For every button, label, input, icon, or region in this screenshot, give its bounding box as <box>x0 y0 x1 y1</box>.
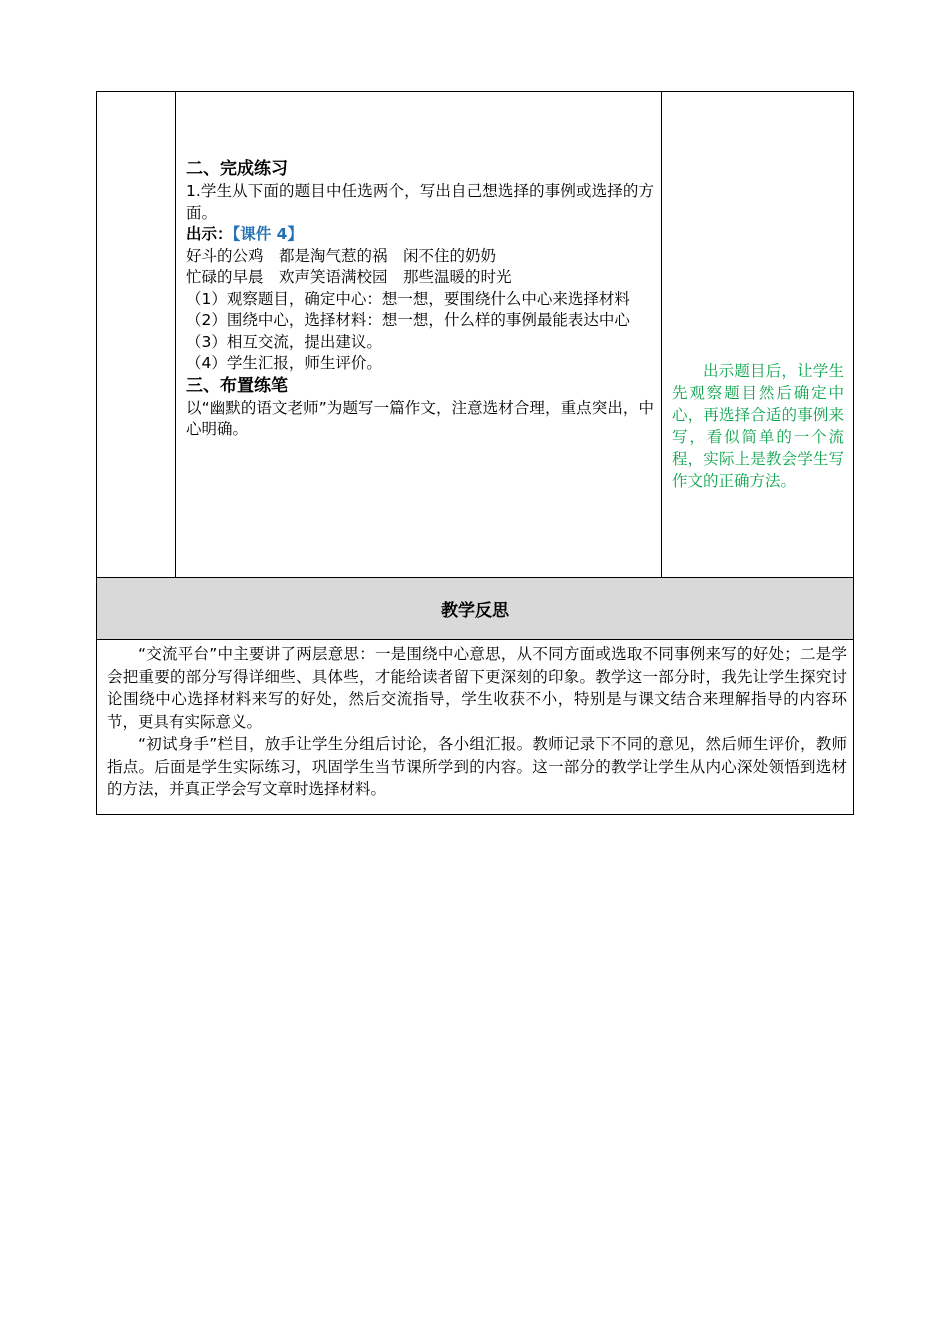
reflection-paragraph-1: “交流平台”中主要讲了两层意思：一是围绕中心意思，从不同方面或选取不同事例来写的好处；二是学会把重要的部分写得详细些、具体些，才能给读者留下更深刻的印象。教学这一部分时，我先让学生探究讨论围绕中心选择材料来写的好处，然后交流指导，学生收获不小，特别是与课文结合来理解指导的内容环节，更具有实际意义。 <box>107 645 847 731</box>
activity-row <box>97 92 853 578</box>
design-note-cell <box>662 92 852 577</box>
stage-cell <box>97 92 176 577</box>
step-1: （1）观察题目，确定中心：想一想，要围绕什么中心来选择材料 <box>186 289 630 308</box>
step-4: （4）学生汇报，师生评价。 <box>186 354 382 372</box>
reflection-body <box>107 643 847 801</box>
section3-task: 以“幽默的语文老师”为题写一篇作文，注意选材合理，重点突出，中心明确。 <box>186 398 654 438</box>
reflection-header <box>97 578 853 640</box>
show-line <box>186 224 654 246</box>
activity-content <box>186 158 654 441</box>
content-cell <box>176 92 662 577</box>
design-note: 出示题目后，让学生先观察题目然后确定中心，再选择合适的事例来写，看似简单的一个流程，实际上是教会学生写作文的正确方法。 <box>672 362 844 490</box>
lesson-table <box>96 91 854 815</box>
courseware-tag: 【课件 4】 <box>232 225 303 243</box>
reflection-title: 教学反思 <box>441 601 509 621</box>
topics-line-1: 好斗的公鸡 都是淘气惹的祸 闲不住的奶奶 <box>186 246 497 265</box>
step-3: （3）相互交流，提出建议。 <box>186 332 382 351</box>
section3-heading: 三、布置练笔 <box>186 375 288 396</box>
reflection-paragraph-2: “初试身手”栏目，放手让学生分组后讨论，各小组汇报。教师记录下不同的意见，然后师生评价，教师指点。后面是学生实际练习，巩固学生当节课所学到的内容。这一部分的教学让学生从内心深处领悟到选材的方法，并真正学会写文章时选择材料。 <box>107 735 847 798</box>
topics-line-2: 忙碌的早晨 欢声笑语满校园 那些温暖的时光 <box>186 268 512 286</box>
section2-heading: 二、完成练习 <box>186 159 288 179</box>
show-label: 出示： <box>186 225 233 243</box>
section2-intro: 1.学生从下面的题目中任选两个，写出自己想选择的事例或选择的方面。 <box>186 182 654 222</box>
step-2: （2）围绕中心，选择材料：想一想，什么样的事例最能表达中心 <box>186 311 630 329</box>
